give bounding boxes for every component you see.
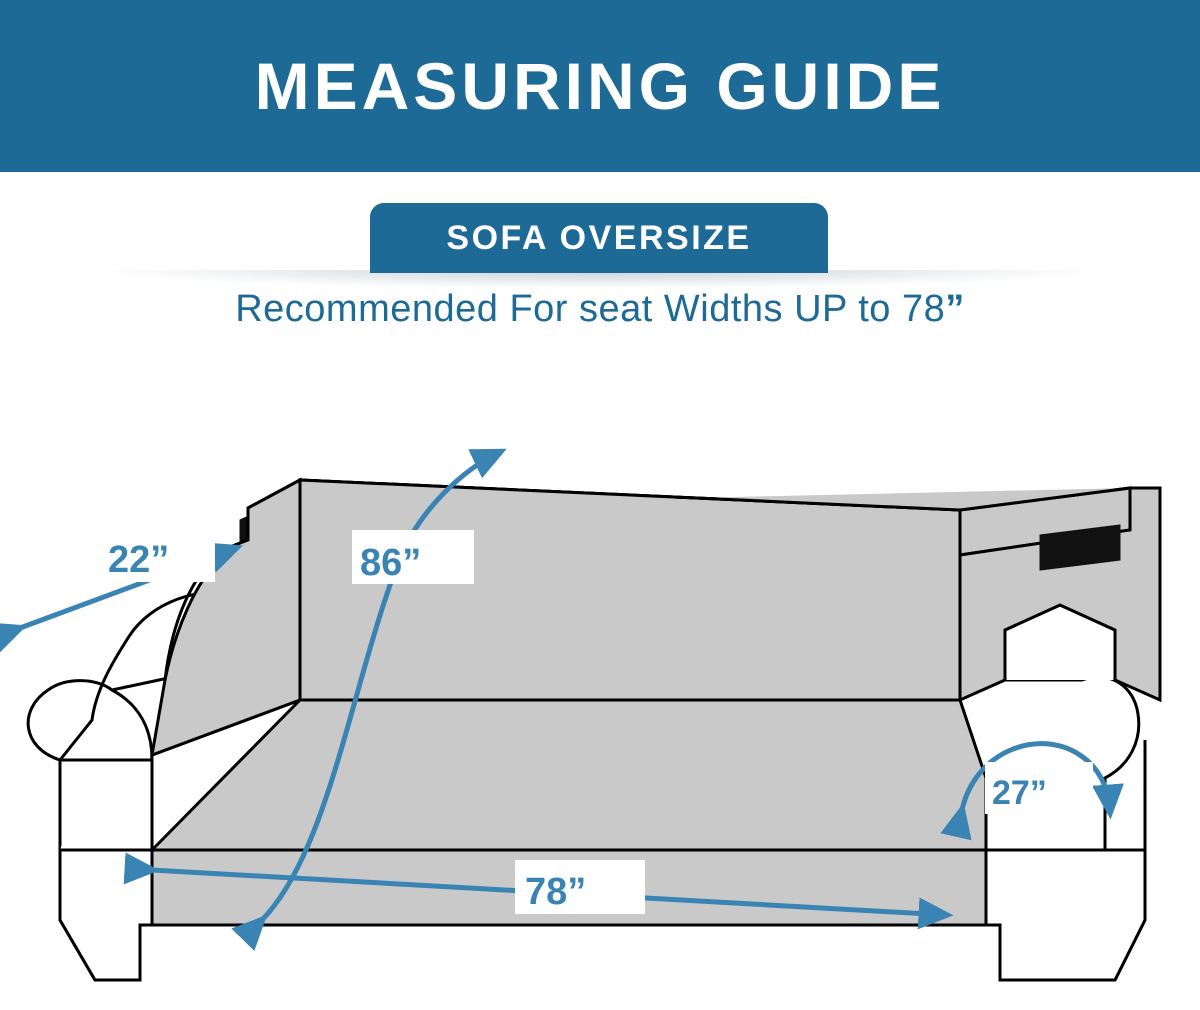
recommendation-unit: ” (945, 288, 965, 330)
dimension-label-27: 27” (992, 774, 1047, 812)
sofa-size-badge-label: SOFA OVERSIZE (446, 218, 752, 257)
recommendation-prefix: Recommended For seat Widths UP to (235, 288, 902, 330)
dimension-label-86: 86” (360, 542, 422, 584)
dimension-label-78: 78” (525, 871, 587, 913)
dimension-label-22: 22” (108, 539, 170, 581)
recommendation-value: 78 (902, 288, 946, 330)
page-title: MEASURING GUIDE (254, 49, 946, 123)
sofa-size-badge (370, 203, 828, 273)
recommendation-text (0, 288, 1200, 331)
diagram-area (0, 380, 1200, 1010)
